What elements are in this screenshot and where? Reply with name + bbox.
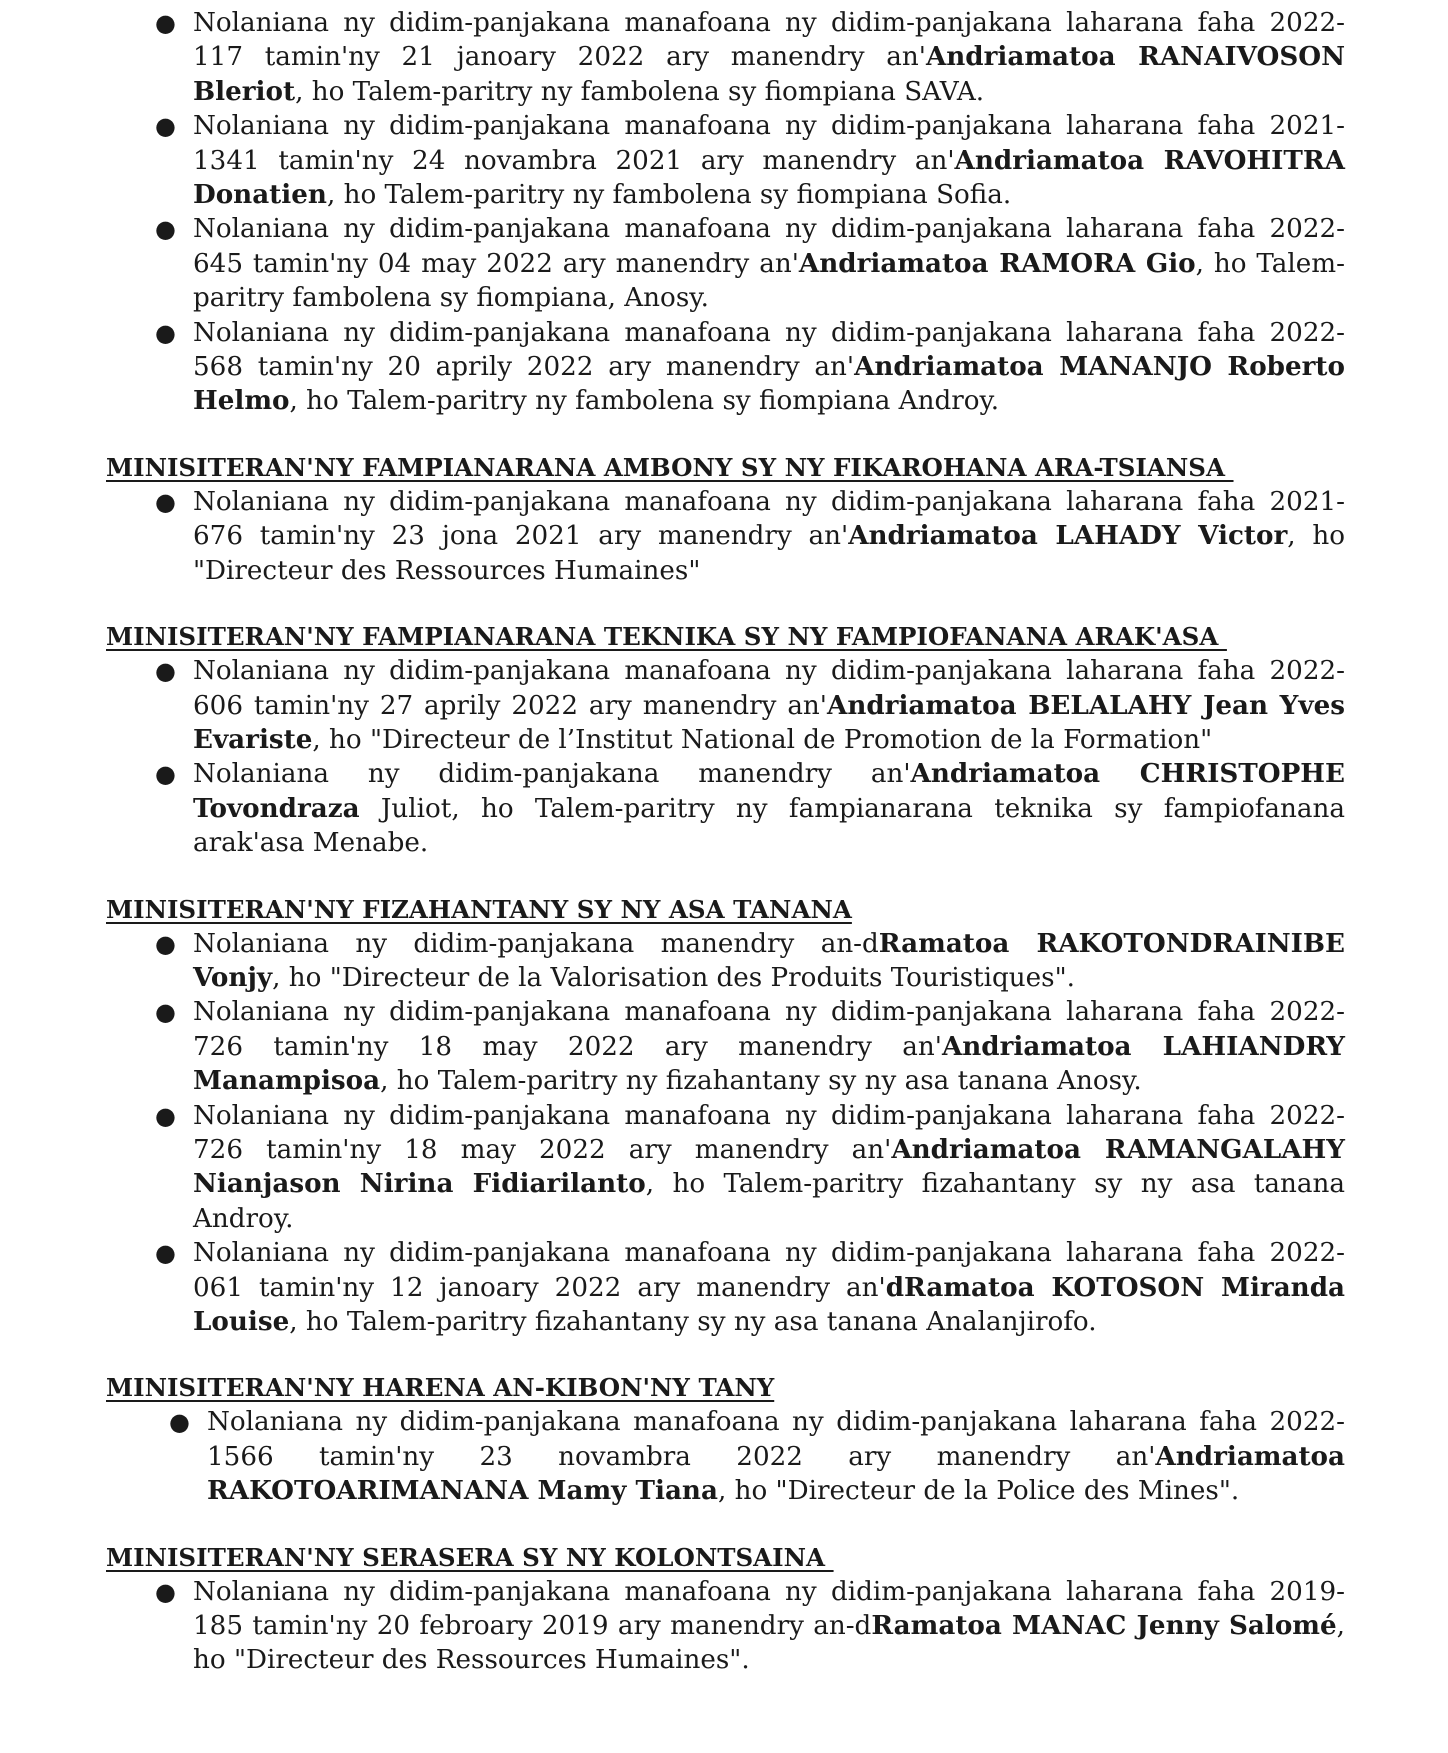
section-list xyxy=(0,654,1448,860)
section-title-higher-education: MINISITERAN'NY FAMPIANARANA AMBONY SY NY FIKAROHANA ARA-TSIANSA xyxy=(106,452,1234,482)
list-item: ● Nolaniana ny didim-panjakana manendry an-dRamatoa RAKOTONDRAINIBE Vonjy, ho "Directeur de la Valorisation des Produits Touristiques". xyxy=(155,927,1345,993)
bullet-icon: ● xyxy=(155,1577,176,1606)
section-list xyxy=(0,485,1448,588)
list-item: ● Nolaniana ny didim-panjakana manafoana ny didim-panjakana laharana faha 2022-1566 tamin'ny 23 novambra 2022 ary manendry an'Andriamatoa RAKOTOARIMANANA Mamy Tiana, ho "Directeur de la Police des Mines". xyxy=(169,1407,1345,1507)
list-item: ● Nolaniana ny didim-panjakana manafoana ny didim-panjakana laharana faha 2022-726 tamin'ny 18 may 2022 ary manendry an'Andriamatoa LAHIANDRY Manampisoa, ho Talem-paritry ny fizahantany sy ny asa tanana Anosy. xyxy=(155,997,1345,1097)
bullet-icon: ● xyxy=(155,487,176,516)
list-item: ● Nolaniana ny didim-panjakana manafoana ny didim-panjakana laharana faha 2022-726 tamin'ny 18 may 2022 ary manendry an'Andriamatoa RAMANGALAHY Nianjason Nirina Fidiarilanto, ho Talem-paritry fizahantany sy ny asa tanana Androy. xyxy=(155,1100,1345,1234)
bullet-icon: ● xyxy=(155,215,176,244)
intro-list xyxy=(0,6,1448,419)
list-item: ● Nolaniana ny didim-panjakana manafoana ny didim-panjakana laharana faha 2022-568 tamin'ny 20 aprily 2022 ary manendry an'Andriamatoa MANANJO Roberto Helmo, ho Talem-paritry ny fambolena sy fiompiana Androy. xyxy=(155,317,1345,417)
section-title-technical-education: MINISITERAN'NY FAMPIANARANA TEKNIKA SY NY FAMPIOFANANA ARAK'ASA xyxy=(106,622,1227,652)
bullet-icon: ● xyxy=(155,760,176,789)
bullet-icon: ● xyxy=(155,1101,176,1130)
section-title-communication-culture: MINISITERAN'NY SERASERA SY NY KOLONTSAINA xyxy=(106,1542,834,1572)
list-item: ● Nolaniana ny didim-panjakana manafoana ny didim-panjakana laharana faha 2022-117 tamin'ny 21 janoary 2022 ary manendry an'Andriamatoa RANAIVOSON Bleriot, ho Talem-paritry ny fambolena sy fiompiana SAVA. xyxy=(155,8,1346,107)
bullet-icon: ● xyxy=(155,318,176,347)
bullet-icon: ● xyxy=(155,998,176,1027)
list-item: ● Nolaniana ny didim-panjakana manafoana ny didim-panjakana laharana faha 2019-185 tamin'ny 20 febroary 2019 ary manendry an-dRamatoa MANAC Jenny Salomé, ho "Directeur des Ressources Humaines". xyxy=(155,1576,1345,1676)
list-item: ● Nolaniana ny didim-panjakana manafoana ny didim-panjakana laharana faha 2022-645 tamin'ny 04 may 2022 ary manendry an'Andriamatoa RAMORA Gio, ho Talem-paritry fambolena sy fiompiana, Anosy. xyxy=(155,214,1345,314)
section-list xyxy=(0,1405,1448,1508)
list-item: ● Nolaniana ny didim-panjakana manafoana ny didim-panjakana laharana faha 2022-061 tamin'ny 12 janoary 2022 ary manendry an'dRamatoa KOTOSON Miranda Louise, ho Talem-paritry fizahantany sy ny asa tanana Analanjirofo. xyxy=(155,1238,1345,1337)
list-item: ● Nolaniana ny didim-panjakana manafoana ny didim-panjakana laharana faha 2022-606 tamin'ny 27 aprily 2022 ary manendry an'Andriamatoa BELALAHY Jean Yves Evariste, ho "Directeur de l’Institut National de Promotion de la Formation" xyxy=(155,656,1345,755)
section-list xyxy=(0,1575,1448,1678)
bullet-icon: ● xyxy=(155,9,176,37)
list-item: ● Nolaniana ny didim-panjakana manendry an'Andriamatoa CHRISTOPHE Tovondraza Juliot, ho Talem-paritry ny fampianarana teknika sy fampiofanana arak'asa Menabe. xyxy=(155,758,1346,859)
section-title-mines: MINISITERAN'NY HARENA AN-KIBON'NY TANY xyxy=(106,1373,775,1403)
list-item: ● Nolaniana ny didim-panjakana manafoana ny didim-panjakana laharana faha 2021-676 tamin'ny 23 jona 2021 ary manendry an'Andriamatoa LAHADY Victor, ho "Directeur des Ressources Humaines" xyxy=(155,486,1345,586)
bullet-icon: ● xyxy=(169,1408,190,1437)
list-item: ● Nolaniana ny didim-panjakana manafoana ny didim-panjakana laharana faha 2021-1341 tamin'ny 24 novambra 2021 ary manendry an'Andriamatoa RAVOHITRA Donatien, ho Talem-paritry ny fambolena sy fiompiana Sofia. xyxy=(155,111,1345,211)
bullet-icon: ● xyxy=(155,1239,176,1268)
section-list xyxy=(0,927,1448,1340)
bullet-icon: ● xyxy=(155,929,176,958)
bullet-icon: ● xyxy=(155,657,176,686)
bullet-icon: ● xyxy=(155,112,176,141)
section-title-tourism: MINISITERAN'NY FIZAHANTANY SY NY ASA TANANA xyxy=(106,894,852,924)
